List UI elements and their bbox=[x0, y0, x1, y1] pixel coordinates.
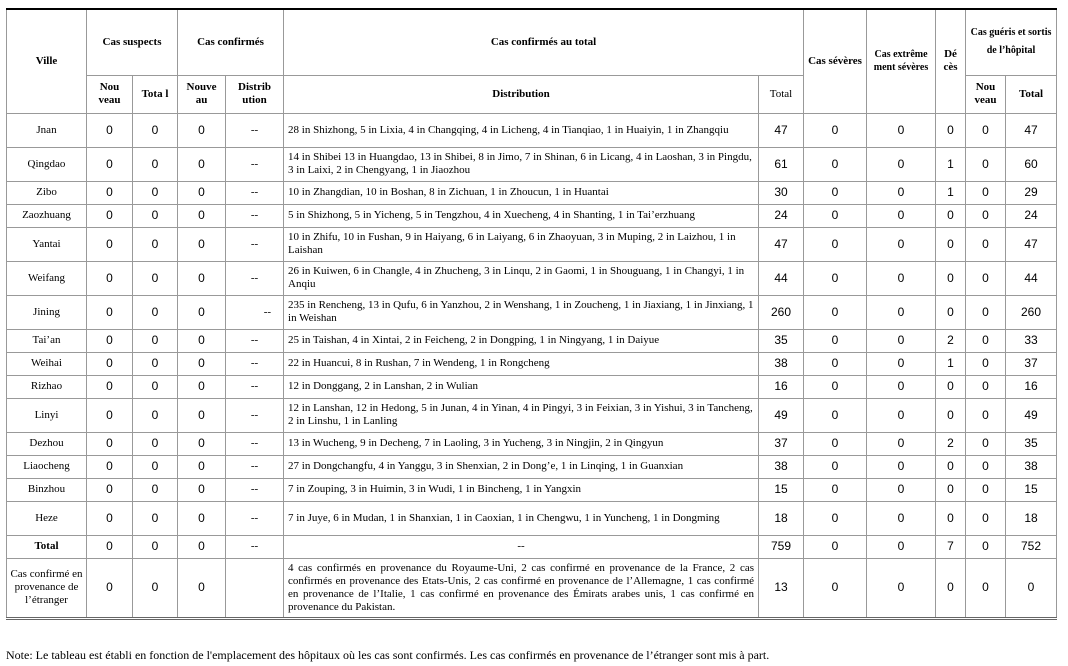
severe-cell: 0 bbox=[804, 432, 867, 455]
confirmed-distribution-cell: -- bbox=[226, 478, 284, 501]
suspects-new-cell: 0 bbox=[87, 147, 133, 181]
recovered-new-cell: 0 bbox=[966, 375, 1006, 398]
confirmed-new-cell: 0 bbox=[178, 398, 226, 432]
suspects-new-cell: 0 bbox=[87, 455, 133, 478]
suspects-new-cell: 0 bbox=[87, 558, 133, 618]
distribution-cell: 7 in Juye, 6 in Mudan, 1 in Shanxian, 1 in Caoxian, 1 in Chengwu, 1 in Yuncheng, 1 in Dongming bbox=[284, 501, 759, 535]
table-note: Note: Le tableau est établi en fonction de l'emplacement des hôpitaux où les cas sont confirmés. Les cas confirmés en provenance de l’étranger sont mis à part. bbox=[6, 648, 770, 662]
table-row bbox=[7, 398, 1057, 432]
recovered-new-cell: 0 bbox=[966, 455, 1006, 478]
confirmed-new-cell: 0 bbox=[178, 329, 226, 352]
suspects-total-cell: 0 bbox=[133, 535, 178, 558]
severe-cell: 0 bbox=[804, 398, 867, 432]
confirmed-distribution-cell: -- bbox=[226, 227, 284, 261]
extreme-cell: 0 bbox=[867, 181, 936, 204]
foreign-cases-row bbox=[7, 558, 1057, 618]
city-cell: Weihai bbox=[7, 352, 87, 375]
deaths-cell: 1 bbox=[936, 181, 966, 204]
suspects-total-cell: 0 bbox=[133, 113, 178, 147]
distribution-cell: 25 in Taishan, 4 in Xintai, 2 in Feicheng, 2 in Dongping, 1 in Ningyang, 1 in Daiyue bbox=[284, 329, 759, 352]
extreme-cell: 0 bbox=[867, 558, 936, 618]
deaths-cell: 0 bbox=[936, 261, 966, 295]
suspects-new-cell: 0 bbox=[87, 501, 133, 535]
deaths-cell: 0 bbox=[936, 227, 966, 261]
cases-table-container bbox=[6, 8, 1056, 620]
extreme-cell: 0 bbox=[867, 535, 936, 558]
total-cell: 61 bbox=[759, 147, 804, 181]
header-cas-confirmes-total: Cas confirmés au total bbox=[284, 9, 804, 75]
header-gueris: Cas guéris et sortis de l’hôpital bbox=[966, 9, 1057, 75]
recovered-new-cell: 0 bbox=[966, 204, 1006, 227]
recovered-total-cell: 35 bbox=[1006, 432, 1057, 455]
severe-cell: 0 bbox=[804, 478, 867, 501]
confirmed-distribution-cell: -- bbox=[226, 181, 284, 204]
recovered-total-cell: 15 bbox=[1006, 478, 1057, 501]
foreign-label-cell: Cas confirmé en provenance de l’étranger bbox=[7, 558, 87, 618]
suspects-new-cell: 0 bbox=[87, 478, 133, 501]
city-cell: Jnan bbox=[7, 113, 87, 147]
total-cell: 30 bbox=[759, 181, 804, 204]
deaths-cell: 0 bbox=[936, 398, 966, 432]
recovered-new-cell: 0 bbox=[966, 181, 1006, 204]
extreme-cell: 0 bbox=[867, 375, 936, 398]
header-row-1 bbox=[7, 9, 1057, 75]
table-row bbox=[7, 295, 1057, 329]
suspects-new-cell: 0 bbox=[87, 113, 133, 147]
suspects-new-cell: 0 bbox=[87, 204, 133, 227]
deaths-cell: 0 bbox=[936, 375, 966, 398]
distribution-cell: 27 in Dongchangfu, 4 in Yanggu, 3 in Shenxian, 2 in Dong’e, 1 in Linqing, 1 in Guanxian bbox=[284, 455, 759, 478]
table-row bbox=[7, 478, 1057, 501]
deaths-cell: 0 bbox=[936, 455, 966, 478]
suspects-new-cell: 0 bbox=[87, 329, 133, 352]
recovered-new-cell: 0 bbox=[966, 535, 1006, 558]
suspects-total-cell: 0 bbox=[133, 329, 178, 352]
confirmed-new-cell: 0 bbox=[178, 501, 226, 535]
recovered-total-cell: 29 bbox=[1006, 181, 1057, 204]
table-row bbox=[7, 147, 1057, 181]
deaths-cell: 2 bbox=[936, 329, 966, 352]
suspects-total-cell: 0 bbox=[133, 261, 178, 295]
city-cell: Liaocheng bbox=[7, 455, 87, 478]
recovered-new-cell: 0 bbox=[966, 261, 1006, 295]
city-cell: Jining bbox=[7, 295, 87, 329]
total-cell: 47 bbox=[759, 227, 804, 261]
city-cell: Tai’an bbox=[7, 329, 87, 352]
header-gueris-total: Total bbox=[1006, 75, 1057, 113]
extreme-cell: 0 bbox=[867, 352, 936, 375]
confirmed-distribution-cell: -- bbox=[226, 261, 284, 295]
header-gueris-nouveau: Nou veau bbox=[966, 75, 1006, 113]
deaths-cell: 0 bbox=[936, 501, 966, 535]
extreme-cell: 0 bbox=[867, 329, 936, 352]
recovered-new-cell: 0 bbox=[966, 147, 1006, 181]
city-cell: Weifang bbox=[7, 261, 87, 295]
header-ville: Ville bbox=[7, 9, 87, 113]
recovered-total-cell: 49 bbox=[1006, 398, 1057, 432]
extreme-cell: 0 bbox=[867, 398, 936, 432]
severe-cell: 0 bbox=[804, 147, 867, 181]
city-cell: Binzhou bbox=[7, 478, 87, 501]
suspects-new-cell: 0 bbox=[87, 398, 133, 432]
confirmed-new-cell: 0 bbox=[178, 478, 226, 501]
table-row bbox=[7, 352, 1057, 375]
severe-cell: 0 bbox=[804, 113, 867, 147]
table-body bbox=[7, 113, 1057, 618]
total-cell: 38 bbox=[759, 455, 804, 478]
total-cell: 24 bbox=[759, 204, 804, 227]
suspects-new-cell: 0 bbox=[87, 535, 133, 558]
extreme-cell: 0 bbox=[867, 295, 936, 329]
city-cell: Zaozhuang bbox=[7, 204, 87, 227]
cases-table bbox=[6, 8, 1057, 620]
extreme-cell: 0 bbox=[867, 113, 936, 147]
confirmed-distribution-cell: -- bbox=[226, 501, 284, 535]
recovered-new-cell: 0 bbox=[966, 227, 1006, 261]
suspects-new-cell: 0 bbox=[87, 295, 133, 329]
table-row bbox=[7, 375, 1057, 398]
city-cell: Zibo bbox=[7, 181, 87, 204]
table-row bbox=[7, 329, 1057, 352]
city-cell: Qingdao bbox=[7, 147, 87, 181]
city-cell: Rizhao bbox=[7, 375, 87, 398]
suspects-total-cell: 0 bbox=[133, 227, 178, 261]
recovered-new-cell: 0 bbox=[966, 398, 1006, 432]
deaths-cell: 0 bbox=[936, 204, 966, 227]
recovered-total-cell: 47 bbox=[1006, 227, 1057, 261]
suspects-total-cell: 0 bbox=[133, 204, 178, 227]
suspects-new-cell: 0 bbox=[87, 432, 133, 455]
distribution-cell: 28 in Shizhong, 5 in Lixia, 4 in Changqing, 4 in Licheng, 4 in Tianqiao, 1 in Huaiyin, 1 in Zhangqiu bbox=[284, 113, 759, 147]
severe-cell: 0 bbox=[804, 181, 867, 204]
confirmed-new-cell: 0 bbox=[178, 181, 226, 204]
suspects-total-cell: 0 bbox=[133, 398, 178, 432]
table-row bbox=[7, 181, 1057, 204]
deaths-cell: 0 bbox=[936, 478, 966, 501]
extreme-cell: 0 bbox=[867, 227, 936, 261]
table-row bbox=[7, 204, 1057, 227]
recovered-new-cell: 0 bbox=[966, 113, 1006, 147]
total-cell: 16 bbox=[759, 375, 804, 398]
suspects-total-cell: 0 bbox=[133, 181, 178, 204]
confirmed-new-cell: 0 bbox=[178, 113, 226, 147]
distribution-cell: 13 in Wucheng, 9 in Decheng, 7 in Laoling, 3 in Yucheng, 3 in Ningjin, 2 in Qingyun bbox=[284, 432, 759, 455]
total-cell: 49 bbox=[759, 398, 804, 432]
confirmed-distribution-cell: -- bbox=[226, 535, 284, 558]
severe-cell: 0 bbox=[804, 375, 867, 398]
severe-cell: 0 bbox=[804, 455, 867, 478]
header-suspects-total: Tota l bbox=[133, 75, 178, 113]
suspects-total-cell: 0 bbox=[133, 375, 178, 398]
recovered-total-cell: 37 bbox=[1006, 352, 1057, 375]
deaths-cell: 0 bbox=[936, 295, 966, 329]
recovered-new-cell: 0 bbox=[966, 432, 1006, 455]
severe-cell: 0 bbox=[804, 295, 867, 329]
total-cell: 35 bbox=[759, 329, 804, 352]
suspects-total-cell: 0 bbox=[133, 478, 178, 501]
recovered-new-cell: 0 bbox=[966, 478, 1006, 501]
total-cell: 15 bbox=[759, 478, 804, 501]
total-row bbox=[7, 535, 1057, 558]
suspects-total-cell: 0 bbox=[133, 558, 178, 618]
recovered-total-cell: 18 bbox=[1006, 501, 1057, 535]
suspects-total-cell: 0 bbox=[133, 147, 178, 181]
severe-cell: 0 bbox=[804, 227, 867, 261]
header-cas-severes: Cas sévères bbox=[804, 9, 867, 113]
recovered-total-cell: 0 bbox=[1006, 558, 1057, 618]
total-cell: 759 bbox=[759, 535, 804, 558]
severe-cell: 0 bbox=[804, 501, 867, 535]
confirmed-distribution-cell: -- bbox=[226, 113, 284, 147]
suspects-new-cell: 0 bbox=[87, 227, 133, 261]
total-cell: 47 bbox=[759, 113, 804, 147]
header-distribution: Distribution bbox=[284, 75, 759, 113]
confirmed-new-cell: 0 bbox=[178, 261, 226, 295]
extreme-cell: 0 bbox=[867, 204, 936, 227]
deaths-cell: 0 bbox=[936, 113, 966, 147]
recovered-total-cell: 47 bbox=[1006, 113, 1057, 147]
header-deces: Dé cès bbox=[936, 9, 966, 113]
distribution-cell: 12 in Donggang, 2 in Lanshan, 2 in Wulian bbox=[284, 375, 759, 398]
recovered-total-cell: 44 bbox=[1006, 261, 1057, 295]
confirmed-new-cell: 0 bbox=[178, 375, 226, 398]
recovered-total-cell: 24 bbox=[1006, 204, 1057, 227]
city-cell: Yantai bbox=[7, 227, 87, 261]
city-cell: Dezhou bbox=[7, 432, 87, 455]
distribution-cell: 10 in Zhifu, 10 in Fushan, 9 in Haiyang, 6 in Laiyang, 6 in Zhaoyuan, 3 in Muping, 2 in Laizhou, 1 in Laishan bbox=[284, 227, 759, 261]
suspects-new-cell: 0 bbox=[87, 261, 133, 295]
city-cell: Linyi bbox=[7, 398, 87, 432]
distribution-cell: 7 in Zouping, 3 in Huimin, 3 in Wudi, 1 in Bincheng, 1 in Yangxin bbox=[284, 478, 759, 501]
table-row bbox=[7, 227, 1057, 261]
recovered-new-cell: 0 bbox=[966, 329, 1006, 352]
confirmed-distribution-cell: -- bbox=[226, 295, 284, 329]
distribution-cell: 235 in Rencheng, 13 in Qufu, 6 in Yanzhou, 2 in Wenshang, 1 in Zoucheng, 1 in Jiaxiang, 1 in Jinxiang, 1 in Weishan bbox=[284, 295, 759, 329]
header-total: Total bbox=[759, 75, 804, 113]
total-cell: 13 bbox=[759, 558, 804, 618]
deaths-cell: 0 bbox=[936, 558, 966, 618]
severe-cell: 0 bbox=[804, 352, 867, 375]
extreme-cell: 0 bbox=[867, 501, 936, 535]
deaths-cell: 2 bbox=[936, 432, 966, 455]
confirmed-distribution-cell: -- bbox=[226, 147, 284, 181]
recovered-new-cell: 0 bbox=[966, 352, 1006, 375]
total-cell: 44 bbox=[759, 261, 804, 295]
recovered-total-cell: 260 bbox=[1006, 295, 1057, 329]
extreme-cell: 0 bbox=[867, 455, 936, 478]
table-row bbox=[7, 261, 1057, 295]
table-row bbox=[7, 455, 1057, 478]
deaths-cell: 7 bbox=[936, 535, 966, 558]
confirmed-distribution-cell: -- bbox=[226, 455, 284, 478]
total-cell: 18 bbox=[759, 501, 804, 535]
confirmed-distribution-cell: -- bbox=[226, 352, 284, 375]
extreme-cell: 0 bbox=[867, 147, 936, 181]
confirmed-distribution-cell: -- bbox=[226, 204, 284, 227]
recovered-total-cell: 38 bbox=[1006, 455, 1057, 478]
header-suspects-nouveau: Nou veau bbox=[87, 75, 133, 113]
suspects-total-cell: 0 bbox=[133, 432, 178, 455]
confirmed-new-cell: 0 bbox=[178, 227, 226, 261]
header-confirmes-distribution: Distrib ution bbox=[226, 75, 284, 113]
severe-cell: 0 bbox=[804, 558, 867, 618]
confirmed-distribution-cell: -- bbox=[226, 432, 284, 455]
distribution-cell: 14 in Shibei 13 in Huangdao, 13 in Shibei, 8 in Jimo, 7 in Shinan, 6 in Licang, 4 in Laoshan, 3 in Pingdu, 3 in Laixi, 2 in Chengyang, 1 in Jiaozhou bbox=[284, 147, 759, 181]
confirmed-new-cell: 0 bbox=[178, 147, 226, 181]
city-cell: Heze bbox=[7, 501, 87, 535]
recovered-total-cell: 16 bbox=[1006, 375, 1057, 398]
severe-cell: 0 bbox=[804, 329, 867, 352]
distribution-cell: 22 in Huancui, 8 in Rushan, 7 in Wendeng, 1 in Rongcheng bbox=[284, 352, 759, 375]
recovered-total-cell: 60 bbox=[1006, 147, 1057, 181]
total-cell: 37 bbox=[759, 432, 804, 455]
confirmed-distribution-cell: -- bbox=[226, 329, 284, 352]
distribution-cell: 26 in Kuiwen, 6 in Changle, 4 in Zhucheng, 3 in Linqu, 2 in Gaomi, 1 in Shouguang, 1 in Changyi, 1 in Anqiu bbox=[284, 261, 759, 295]
total-cell: 38 bbox=[759, 352, 804, 375]
deaths-cell: 1 bbox=[936, 147, 966, 181]
extreme-cell: 0 bbox=[867, 478, 936, 501]
recovered-new-cell: 0 bbox=[966, 501, 1006, 535]
distribution-cell: 10 in Zhangdian, 10 in Boshan, 8 in Zichuan, 1 in Zhoucun, 1 in Huantai bbox=[284, 181, 759, 204]
suspects-new-cell: 0 bbox=[87, 352, 133, 375]
distribution-cell: -- bbox=[284, 535, 759, 558]
distribution-cell: 12 in Lanshan, 12 in Hedong, 5 in Junan, 4 in Yinan, 4 in Pingyi, 3 in Feixian, 3 in Yishui, 3 in Tancheng, 2 in Linshu, 1 in Lanling bbox=[284, 398, 759, 432]
header-cas-extremement-severes: Cas extrême ment sévères bbox=[867, 9, 936, 113]
confirmed-new-cell: 0 bbox=[178, 455, 226, 478]
table-row bbox=[7, 113, 1057, 147]
confirmed-new-cell: 0 bbox=[178, 535, 226, 558]
recovered-total-cell: 752 bbox=[1006, 535, 1057, 558]
total-label-cell: Total bbox=[7, 535, 87, 558]
confirmed-new-cell: 0 bbox=[178, 295, 226, 329]
confirmed-new-cell: 0 bbox=[178, 432, 226, 455]
severe-cell: 0 bbox=[804, 261, 867, 295]
distribution-cell: 5 in Shizhong, 5 in Yicheng, 5 in Tengzhou, 4 in Xuecheng, 4 in Shanting, 1 in Tai’erzhuang bbox=[284, 204, 759, 227]
severe-cell: 0 bbox=[804, 204, 867, 227]
recovered-new-cell: 0 bbox=[966, 295, 1006, 329]
extreme-cell: 0 bbox=[867, 261, 936, 295]
total-cell: 260 bbox=[759, 295, 804, 329]
confirmed-new-cell: 0 bbox=[178, 352, 226, 375]
recovered-total-cell: 33 bbox=[1006, 329, 1057, 352]
table-row bbox=[7, 432, 1057, 455]
header-cas-confirmes: Cas confirmés bbox=[178, 9, 284, 75]
suspects-total-cell: 0 bbox=[133, 352, 178, 375]
confirmed-distribution-cell: -- bbox=[226, 375, 284, 398]
recovered-new-cell: 0 bbox=[966, 558, 1006, 618]
header-confirmes-nouveau: Nouve au bbox=[178, 75, 226, 113]
severe-cell: 0 bbox=[804, 535, 867, 558]
deaths-cell: 1 bbox=[936, 352, 966, 375]
confirmed-new-cell: 0 bbox=[178, 204, 226, 227]
suspects-new-cell: 0 bbox=[87, 181, 133, 204]
empty-cell bbox=[226, 558, 284, 618]
header-cas-suspects: Cas suspects bbox=[87, 9, 178, 75]
suspects-total-cell: 0 bbox=[133, 455, 178, 478]
suspects-total-cell: 0 bbox=[133, 501, 178, 535]
distribution-cell: 4 cas confirmés en provenance du Royaume-Uni, 2 cas confirmé en provenance de la France, 2 cas confirmés en provenance des Etats-Unis, 2 cas confirmé en provenance de l’Allemagne, 1 cas confirmé en provenance de l’Italie, 1 cas confirmé en provenance des Émirats arabes unis, 1 cas confirmé en provenance du Pakistan. bbox=[284, 558, 759, 618]
suspects-new-cell: 0 bbox=[87, 375, 133, 398]
table-row bbox=[7, 501, 1057, 535]
confirmed-distribution-cell: -- bbox=[226, 398, 284, 432]
suspects-total-cell: 0 bbox=[133, 295, 178, 329]
confirmed-new-cell: 0 bbox=[178, 558, 226, 618]
extreme-cell: 0 bbox=[867, 432, 936, 455]
